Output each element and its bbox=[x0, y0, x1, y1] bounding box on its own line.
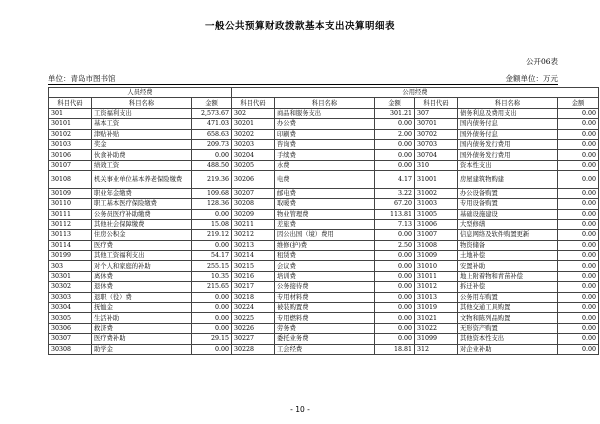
subject-code-cell: 30218 bbox=[232, 292, 275, 302]
subject-code-cell: 30110 bbox=[49, 199, 92, 209]
table-row bbox=[49, 323, 599, 333]
subject-code-cell: 30214 bbox=[232, 251, 275, 261]
subject-code-cell: 30203 bbox=[232, 139, 275, 149]
amount-cell: 0.00 bbox=[375, 139, 415, 149]
subject-code-cell: 30102 bbox=[49, 129, 92, 139]
subject-code-cell: 30305 bbox=[49, 313, 92, 323]
column-header: 科目代码 bbox=[415, 98, 458, 108]
subject-name-cell: 劳务费 bbox=[275, 323, 375, 333]
amount-cell: 0.00 bbox=[192, 323, 232, 333]
column-header-row bbox=[49, 98, 599, 108]
subject-name-cell: 专用燃料费 bbox=[275, 313, 375, 323]
subject-name-cell: 工资福利支出 bbox=[92, 108, 192, 118]
amount-cell: 0.00 bbox=[558, 323, 599, 333]
amount-cell: 0.00 bbox=[558, 129, 599, 139]
subject-code-cell: 31010 bbox=[415, 261, 458, 271]
subject-code-cell: 31099 bbox=[415, 334, 458, 344]
amount-cell: 18.81 bbox=[375, 344, 415, 354]
table-row bbox=[49, 160, 599, 170]
subject-code-cell: 30702 bbox=[415, 129, 458, 139]
unit-label: 单位：青岛市图书馆 bbox=[48, 74, 116, 83]
subject-name-cell: 对个人和家庭的补助 bbox=[92, 261, 192, 271]
table-row bbox=[49, 240, 599, 250]
subject-code-cell: 30199 bbox=[49, 251, 92, 261]
subject-code-cell: 30209 bbox=[232, 209, 275, 219]
amount-cell: 0.00 bbox=[558, 119, 599, 129]
subject-code-cell: 31009 bbox=[415, 251, 458, 261]
subject-name-cell: 退休费 bbox=[92, 282, 192, 292]
amount-cell: 0.00 bbox=[375, 282, 415, 292]
amount-cell: 0.00 bbox=[558, 282, 599, 292]
amount-cell: 255.15 bbox=[192, 261, 232, 271]
table-row bbox=[49, 171, 599, 189]
amount-cell: 128.36 bbox=[192, 199, 232, 209]
subject-code-cell: 30306 bbox=[49, 323, 92, 333]
amount-cell: 0.00 bbox=[558, 344, 599, 354]
column-header: 科目代码 bbox=[49, 98, 92, 108]
subject-name-cell: 公务员医疗补助缴费 bbox=[92, 209, 192, 219]
subject-name-cell: 信息网络及软件购置更新 bbox=[458, 230, 558, 240]
subject-name-cell: 抚恤金 bbox=[92, 303, 192, 313]
amount-cell: 0.00 bbox=[192, 344, 232, 354]
amount-cell: 0.00 bbox=[375, 303, 415, 313]
subject-name-cell: 国内债务付息 bbox=[458, 119, 558, 129]
subject-name-cell: 安置补助 bbox=[458, 261, 558, 271]
column-header: 科目名称 bbox=[275, 98, 375, 108]
table-row bbox=[49, 292, 599, 302]
subject-code-cell: 30302 bbox=[49, 282, 92, 292]
subject-name-cell: 租赁费 bbox=[275, 251, 375, 261]
subject-code-cell: 30107 bbox=[49, 160, 92, 170]
subject-name-cell: 伙食补助费 bbox=[92, 150, 192, 160]
amount-cell: 0.00 bbox=[375, 230, 415, 240]
subject-name-cell: 手续费 bbox=[275, 150, 375, 160]
header-rule bbox=[48, 84, 558, 85]
amount-cell: 2.00 bbox=[375, 129, 415, 139]
amount-cell: 0.00 bbox=[375, 119, 415, 129]
subject-code-cell: 30111 bbox=[49, 209, 92, 219]
amount-cell: 0.00 bbox=[558, 150, 599, 160]
subject-code-cell: 31007 bbox=[415, 230, 458, 240]
subject-name-cell: 房屋建筑物购建 bbox=[458, 171, 558, 189]
subject-code-cell: 30103 bbox=[49, 139, 92, 149]
subject-code-cell: 31012 bbox=[415, 282, 458, 292]
amount-cell: 0.00 bbox=[375, 251, 415, 261]
subject-name-cell: 邮电费 bbox=[275, 188, 375, 198]
subject-name-cell: 物资储备 bbox=[458, 240, 558, 250]
subject-code-cell: 30228 bbox=[232, 344, 275, 354]
subject-name-cell: 机关事业单位基本养老保险缴费 bbox=[92, 171, 192, 189]
subject-code-cell: 31013 bbox=[415, 292, 458, 302]
amount-cell: 113.81 bbox=[375, 209, 415, 219]
table-row bbox=[49, 150, 599, 160]
amount-cell: 0.00 bbox=[558, 188, 599, 198]
amount-cell: 0.00 bbox=[558, 160, 599, 170]
subject-name-cell: 职工基本医疗保险缴费 bbox=[92, 199, 192, 209]
subject-name-cell: 津贴补贴 bbox=[92, 129, 192, 139]
amount-cell: 54.17 bbox=[192, 251, 232, 261]
subject-name-cell: 生活补助 bbox=[92, 313, 192, 323]
subject-name-cell: 奖金 bbox=[92, 139, 192, 149]
subject-code-cell: 30208 bbox=[232, 199, 275, 209]
amount-cell: 0.00 bbox=[558, 271, 599, 281]
subject-code-cell: 302 bbox=[232, 108, 275, 118]
column-header: 科目名称 bbox=[458, 98, 558, 108]
table-row bbox=[49, 334, 599, 344]
subject-code-cell: 30226 bbox=[232, 323, 275, 333]
section-public: 公用经费 bbox=[232, 88, 599, 98]
table-row bbox=[49, 199, 599, 209]
column-header: 金额 bbox=[558, 98, 599, 108]
subject-name-cell: 医疗费 bbox=[92, 240, 192, 250]
section-personnel: 人员经费 bbox=[49, 88, 232, 98]
amount-cell: 215.65 bbox=[192, 282, 232, 292]
subject-name-cell: 办公设备购置 bbox=[458, 188, 558, 198]
subject-name-cell: 对企业补助 bbox=[458, 344, 558, 354]
subject-name-cell: 退职（役）费 bbox=[92, 292, 192, 302]
table-row bbox=[49, 209, 599, 219]
subject-code-cell: 30704 bbox=[415, 150, 458, 160]
subject-code-cell: 30206 bbox=[232, 171, 275, 189]
subject-code-cell: 30215 bbox=[232, 261, 275, 271]
subject-code-cell: 31001 bbox=[415, 171, 458, 189]
subject-name-cell: 专用材料费 bbox=[275, 292, 375, 302]
amount-cell: 0.00 bbox=[192, 292, 232, 302]
table-row bbox=[49, 344, 599, 354]
subject-code-cell: 30101 bbox=[49, 119, 92, 129]
subject-name-cell: 绩效工资 bbox=[92, 160, 192, 170]
subject-name-cell: 其他资本性支出 bbox=[458, 334, 558, 344]
table-row bbox=[49, 303, 599, 313]
subject-code-cell: 30225 bbox=[232, 313, 275, 323]
table-row bbox=[49, 219, 599, 229]
subject-name-cell: 商品和服务支出 bbox=[275, 108, 375, 118]
subject-code-cell: 31008 bbox=[415, 240, 458, 250]
amount-cell: 488.50 bbox=[192, 160, 232, 170]
amount-cell: 0.00 bbox=[558, 261, 599, 271]
amount-cell: 0.00 bbox=[558, 230, 599, 240]
subject-code-cell: 30205 bbox=[232, 160, 275, 170]
column-header: 科目名称 bbox=[92, 98, 192, 108]
subject-code-cell: 30201 bbox=[232, 119, 275, 129]
subject-code-cell: 30308 bbox=[49, 344, 92, 354]
subject-code-cell: 30307 bbox=[49, 334, 92, 344]
subject-code-cell: 30224 bbox=[232, 303, 275, 313]
amount-cell: 0.00 bbox=[192, 303, 232, 313]
amount-cell: 0.00 bbox=[192, 313, 232, 323]
column-header: 金额 bbox=[375, 98, 415, 108]
subject-code-cell: 30227 bbox=[232, 334, 275, 344]
amount-cell: 0.00 bbox=[192, 150, 232, 160]
subject-name-cell: 基本工资 bbox=[92, 119, 192, 129]
subject-code-cell: 30701 bbox=[415, 119, 458, 129]
subject-name-cell: 公务接待费 bbox=[275, 282, 375, 292]
subject-code-cell: 30114 bbox=[49, 240, 92, 250]
amount-cell: 0.00 bbox=[375, 261, 415, 271]
subject-name-cell: 专用设备购置 bbox=[458, 199, 558, 209]
subject-code-cell: 30217 bbox=[232, 282, 275, 292]
subject-name-cell: 国外债务付息 bbox=[458, 129, 558, 139]
subject-name-cell: 救济费 bbox=[92, 323, 192, 333]
subject-name-cell: 医疗费补助 bbox=[92, 334, 192, 344]
subject-code-cell: 30216 bbox=[232, 271, 275, 281]
table-row bbox=[49, 313, 599, 323]
subject-code-cell: 30207 bbox=[232, 188, 275, 198]
subject-name-cell: 差旅费 bbox=[275, 219, 375, 229]
subject-name-cell: 咨询费 bbox=[275, 139, 375, 149]
amount-unit-label: 金额单位：万元 bbox=[505, 74, 558, 83]
subject-code-cell: 30112 bbox=[49, 219, 92, 229]
subject-code-cell: 31019 bbox=[415, 303, 458, 313]
expenditure-table bbox=[48, 87, 599, 355]
subject-name-cell: 助学金 bbox=[92, 344, 192, 354]
amount-cell: 15.08 bbox=[192, 219, 232, 229]
subject-code-cell: 307 bbox=[415, 108, 458, 118]
amount-cell: 0.00 bbox=[375, 334, 415, 344]
subject-code-cell: 30303 bbox=[49, 292, 92, 302]
column-header: 科目代码 bbox=[232, 98, 275, 108]
subject-name-cell: 地上附着物和青苗补偿 bbox=[458, 271, 558, 281]
amount-cell: 7.13 bbox=[375, 219, 415, 229]
amount-cell: 219.36 bbox=[192, 171, 232, 189]
subject-name-cell: 其他交通工具购置 bbox=[458, 303, 558, 313]
page-number: - 10 - bbox=[290, 405, 310, 414]
subject-code-cell: 301 bbox=[49, 108, 92, 118]
amount-cell: 0.00 bbox=[375, 292, 415, 302]
amount-cell: 0.00 bbox=[558, 303, 599, 313]
subject-name-cell: 办公费 bbox=[275, 119, 375, 129]
amount-cell: 0.00 bbox=[375, 271, 415, 281]
subject-name-cell: 债务利息及费用支出 bbox=[458, 108, 558, 118]
page-title: 一般公共预算财政拨款基本支出决算明细表 bbox=[204, 21, 395, 32]
amount-cell: 0.00 bbox=[558, 219, 599, 229]
subject-code-cell: 30109 bbox=[49, 188, 92, 198]
amount-cell: 3.22 bbox=[375, 188, 415, 198]
amount-cell: 658.63 bbox=[192, 129, 232, 139]
subject-code-cell: 31011 bbox=[415, 271, 458, 281]
subject-name-cell: 会议费 bbox=[275, 261, 375, 271]
amount-cell: 0.00 bbox=[558, 108, 599, 118]
table-row bbox=[49, 139, 599, 149]
amount-cell: 10.35 bbox=[192, 271, 232, 281]
subject-code-cell: 30213 bbox=[232, 240, 275, 250]
amount-cell: 2.50 bbox=[375, 240, 415, 250]
subject-code-cell: 30304 bbox=[49, 303, 92, 313]
subject-code-cell: 30113 bbox=[49, 230, 92, 240]
subject-name-cell: 职业年金缴费 bbox=[92, 188, 192, 198]
table-row bbox=[49, 129, 599, 139]
subject-code-cell: 30703 bbox=[415, 139, 458, 149]
subject-name-cell: 资本性支出 bbox=[458, 160, 558, 170]
amount-cell: 0.00 bbox=[558, 139, 599, 149]
table-row bbox=[49, 188, 599, 198]
subject-name-cell: 住房公积金 bbox=[92, 230, 192, 240]
subject-name-cell: 物业管理费 bbox=[275, 209, 375, 219]
amount-cell: 0.00 bbox=[558, 334, 599, 344]
subject-name-cell: 其他工资福利支出 bbox=[92, 251, 192, 261]
amount-cell: 109.68 bbox=[192, 188, 232, 198]
subject-name-cell: 其他社会保障缴费 bbox=[92, 219, 192, 229]
subject-code-cell: 310 bbox=[415, 160, 458, 170]
amount-cell: 219.12 bbox=[192, 230, 232, 240]
subject-name-cell: 国外债务发行费用 bbox=[458, 150, 558, 160]
subject-code-cell: 303 bbox=[49, 261, 92, 271]
amount-cell: 0.00 bbox=[375, 323, 415, 333]
table-row bbox=[49, 230, 599, 240]
subject-name-cell: 培训费 bbox=[275, 271, 375, 281]
amount-cell: 4.17 bbox=[375, 171, 415, 189]
amount-cell: 67.20 bbox=[375, 199, 415, 209]
subject-name-cell: 水费 bbox=[275, 160, 375, 170]
table-row bbox=[49, 261, 599, 271]
amount-cell: 0.00 bbox=[558, 313, 599, 323]
subject-code-cell: 31003 bbox=[415, 199, 458, 209]
subject-name-cell: 国内债务发行费用 bbox=[458, 139, 558, 149]
table-row bbox=[49, 282, 599, 292]
subject-code-cell: 30202 bbox=[232, 129, 275, 139]
subject-name-cell: 离休费 bbox=[92, 271, 192, 281]
subject-code-cell: 31021 bbox=[415, 313, 458, 323]
subject-name-cell: 被装购置费 bbox=[275, 303, 375, 313]
subject-code-cell: 312 bbox=[415, 344, 458, 354]
amount-cell: 301.21 bbox=[375, 108, 415, 118]
amount-cell: 0.00 bbox=[375, 150, 415, 160]
subject-name-cell: 电费 bbox=[275, 171, 375, 189]
amount-cell: 471.03 bbox=[192, 119, 232, 129]
subject-name-cell: 工会经费 bbox=[275, 344, 375, 354]
subject-code-cell: 31005 bbox=[415, 209, 458, 219]
subject-code-cell: 31006 bbox=[415, 219, 458, 229]
amount-cell: 0.00 bbox=[558, 292, 599, 302]
subject-name-cell: 因公出国（境）费用 bbox=[275, 230, 375, 240]
amount-cell: 0.00 bbox=[192, 209, 232, 219]
subject-code-cell: 31002 bbox=[415, 188, 458, 198]
subject-name-cell: 拆迁补偿 bbox=[458, 282, 558, 292]
subject-name-cell: 无形资产购置 bbox=[458, 323, 558, 333]
table-row bbox=[49, 271, 599, 281]
subject-name-cell: 土地补偿 bbox=[458, 251, 558, 261]
subject-name-cell: 维修(护)费 bbox=[275, 240, 375, 250]
subject-name-cell: 公务用车购置 bbox=[458, 292, 558, 302]
amount-cell: 0.00 bbox=[558, 199, 599, 209]
subject-code-cell: 31022 bbox=[415, 323, 458, 333]
subject-name-cell: 文物和陈列品购置 bbox=[458, 313, 558, 323]
subject-code-cell: 30106 bbox=[49, 150, 92, 160]
amount-cell: 0.00 bbox=[192, 240, 232, 250]
subject-code-cell: 30212 bbox=[232, 230, 275, 240]
subject-name-cell: 取暖费 bbox=[275, 199, 375, 209]
subject-code-cell: 30204 bbox=[232, 150, 275, 160]
amount-cell: 0.00 bbox=[558, 171, 599, 189]
amount-cell: 0.00 bbox=[558, 209, 599, 219]
amount-cell: 209.73 bbox=[192, 139, 232, 149]
table-row bbox=[49, 119, 599, 129]
amount-cell: 0.00 bbox=[558, 251, 599, 261]
subject-code-cell: 30211 bbox=[232, 219, 275, 229]
table-body bbox=[49, 108, 599, 354]
subject-name-cell: 委托业务费 bbox=[275, 334, 375, 344]
amount-cell: 0.00 bbox=[558, 240, 599, 250]
subject-name-cell: 基础设施建设 bbox=[458, 209, 558, 219]
subject-code-cell: 30301 bbox=[49, 271, 92, 281]
column-header: 金额 bbox=[192, 98, 232, 108]
table-code: 公开06表 bbox=[525, 57, 558, 66]
subject-name-cell: 印刷费 bbox=[275, 129, 375, 139]
amount-cell: 0.00 bbox=[375, 160, 415, 170]
subject-code-cell: 30108 bbox=[49, 171, 92, 189]
table-row bbox=[49, 251, 599, 261]
amount-cell: 29.15 bbox=[192, 334, 232, 344]
table-row bbox=[49, 108, 599, 118]
amount-cell: 0.00 bbox=[375, 313, 415, 323]
subject-name-cell: 大型修缮 bbox=[458, 219, 558, 229]
amount-cell: 2,573.67 bbox=[192, 108, 232, 118]
